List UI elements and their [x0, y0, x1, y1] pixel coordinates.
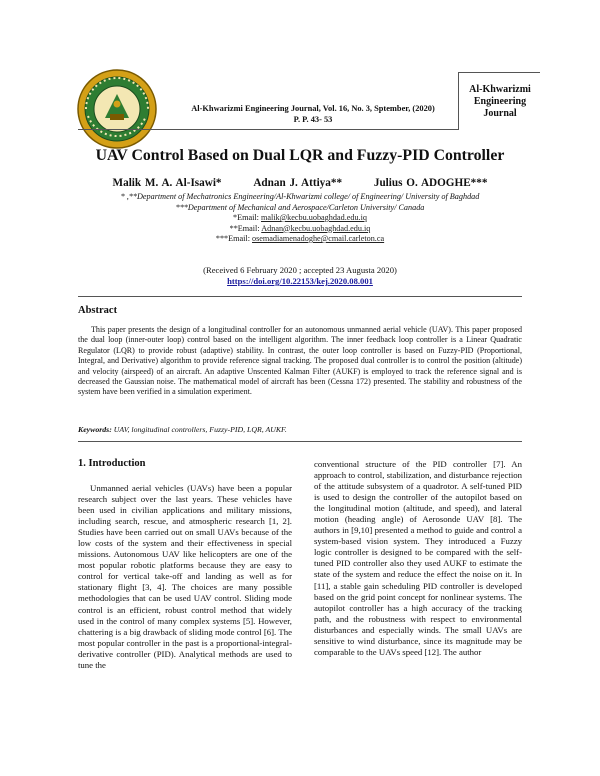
- author-name: Malik M. A. Al-Isawi*: [112, 177, 222, 189]
- header-rule: [78, 129, 458, 130]
- email-row: [0, 224, 600, 235]
- journal-name-line: Journal: [483, 108, 517, 119]
- email-row: [0, 234, 600, 245]
- journal-name: [460, 84, 540, 120]
- abstract-text: This paper presents the design of a longitudinal controller for an autonomous unmanned aerial vehicle (UAV). This paper proposed the dual loop (inner-outer loop) control based on the intelligent algorithm. The inner feedback loop controller is a Linear Quadratic Regulator (LQR) to provide robust (adaptive) stability. In contrast, the outer loop controller is based on Fuzzy-PID (Proportional, Integral, and Derivative) algorithm to provide reference signal tracking. The proposed dual controller is to control the position (altitude) and velocity (airspeed) of an aircraft. An adaptive Unscented Kalman Filter (AUKF) is employed to track the reference signal and is decreased the Gaussian noise. The mathematical model of aircraft has been (Cessna 172) presented. The stability and robustness of the system have been verified in a simulation experiment.: [78, 325, 522, 397]
- body-column-left: Unmanned aerial vehicles (UAVs) have been a popular research subject over the last years. These vehicles have been used in civilian applications and military missions, including search, rescue, and atmospheric research [1, 2]. Studies have been carried out on small UAVs because of the low costs of the system and their effectiveness in special missions. Autonomous UAV like helicopters are one of the most popular robotic platforms because they are easy to control for vertical take-off and landing as well as for stationary flight [3, 4]. The choices are many possible methodologies that can be used UAV control. Sliding mode control is an efficient, robust control method that widely used in the control of many complex systems [5]. However, chattering is a big drawback of sliding mode control [6]. The most popular controller in the past is a proportional-integral-derivative controller (PID). Analytical methods are used to tune the: [78, 483, 292, 670]
- email-link[interactable]: malik@kecbu.uobaghdad.edu.iq: [260, 213, 367, 222]
- journal-name-line: Al-Khwarizmi: [469, 84, 531, 95]
- email-row: [0, 213, 600, 224]
- abstract-bottom-rule: [78, 441, 522, 442]
- journal-citation: [168, 103, 458, 125]
- doi-link[interactable]: https://doi.org/10.22153/kej.2020.08.001: [227, 276, 373, 286]
- email-label: ***Email:: [215, 234, 253, 243]
- citation-line-2: P. P. 43- 53: [293, 115, 333, 124]
- received-dates: (Received 6 February 2020 ; accepted 23 Augusta 2020): [203, 265, 397, 275]
- citation-line-1: Al-Khwarizmi Engineering Journal, Vol. 16, No. 3, Sptember, (2020): [191, 104, 435, 113]
- email-link[interactable]: osemadiamenadoghe@cmail.carleton.ca: [252, 234, 385, 243]
- affiliations: [0, 192, 600, 245]
- paper-title: UAV Control Based on Dual LQR and Fuzzy-PID Controller: [95, 147, 505, 164]
- keywords-list: UAV, longitudinal controllers, Fuzzy-PID, LQR, AUKF.: [111, 425, 287, 434]
- author-name: Adnan J. Attiya**: [253, 177, 343, 189]
- keywords-label: Keywords:: [78, 425, 112, 434]
- header-divider: [458, 72, 459, 130]
- abstract-top-rule: [78, 296, 522, 297]
- section-heading: 1. Introduction: [78, 458, 146, 469]
- journal-name-line: Engineering: [473, 96, 527, 107]
- email-link[interactable]: Adnan@kecbu.uobaghdad.edu.iq: [261, 223, 371, 233]
- university-seal-icon: [76, 68, 158, 150]
- email-label: **Email:: [229, 223, 262, 233]
- body-column-right: conventional structure of the PID controller [7]. An approach to control, stabilization, and disturbance rejection of the attitude subsystem of a quadrotor. A self-tuned PID is used to design the controller of the autopilot based on the longitudinal motion (altitude, and speed), and lateral motion (heading angle) of Aerosonde UAV [8]. The authors in [9,10] presented a method to guide and control a system-based vision system. They introduced a Fuzzy logic controller is designed to be compared with the self-tuned PID controller also they used AUKF to estimate the state of the system and reduce the effect the noise on it. In [11], a stable gain scheduling PID controller is developed based on the grid point concept for nonlinear systems. The autopilot controller has a high accuracy of the tracking path, and the robustness with respect to environmental disturbances and especially winds. The small UAVs are sensitive to wind disturbance, since its magnitude may be comparable to the UAVs speed [12]. The author: [314, 459, 522, 657]
- author-name: Julius O. ADOGHE***: [373, 177, 488, 189]
- affiliation-line: ***Department of Mechanical and Aerospace/Carleton University/ Canada: [175, 202, 425, 212]
- keywords: [78, 425, 522, 434]
- abstract-heading: Abstract: [78, 305, 118, 316]
- journal-box-top: [458, 72, 540, 73]
- author-list: [0, 177, 600, 189]
- email-label: *Email:: [233, 213, 261, 222]
- affiliation-line: * ,**Department of Mechatronics Engineering/Al-Khwarizmi college/ of Engineering/ University of Baghdad: [120, 192, 480, 201]
